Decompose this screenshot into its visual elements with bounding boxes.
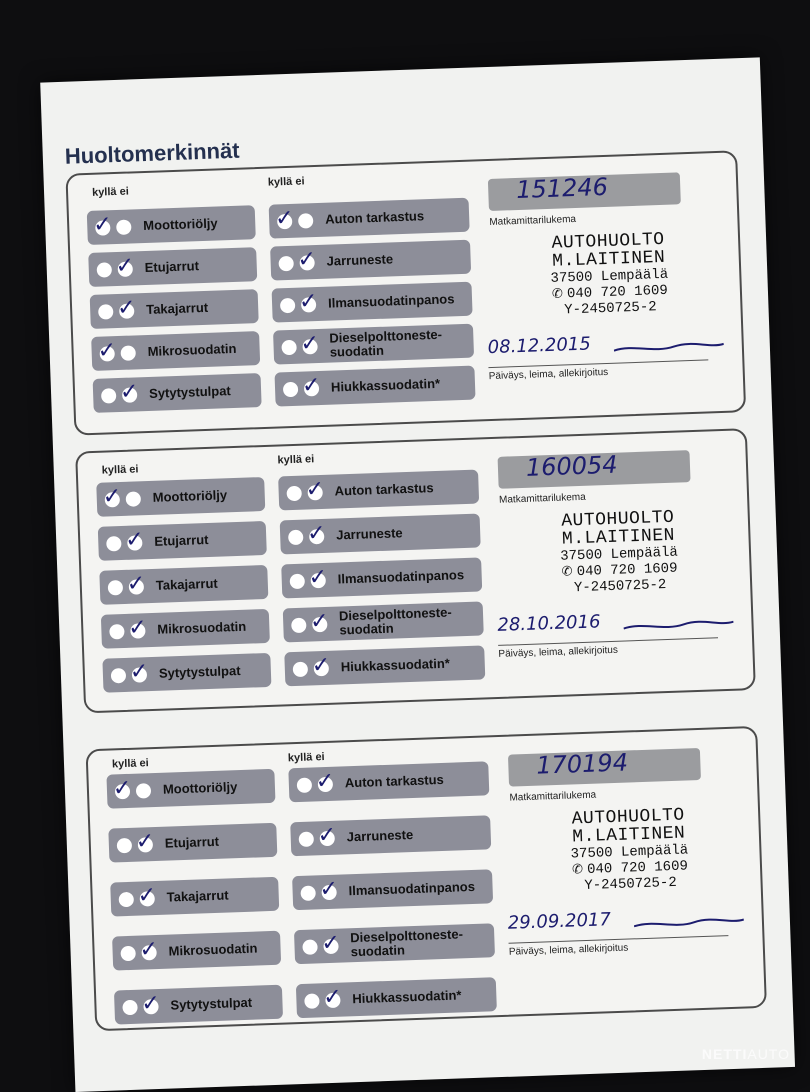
- signature-scribble: [634, 915, 744, 933]
- checkbox-no[interactable]: [139, 891, 155, 907]
- checkbox-yes[interactable]: [290, 573, 306, 589]
- checkbox-no[interactable]: [136, 783, 152, 799]
- checklist-item-left-5: [114, 985, 283, 1025]
- checkbox-yes[interactable]: [98, 304, 114, 320]
- stamp-postal: 37500 Lempäälä: [539, 841, 719, 863]
- odometer-value: 160054: [525, 451, 618, 482]
- checkbox-yes[interactable]: [299, 831, 315, 847]
- signature-scribble: [623, 617, 733, 635]
- checklist-item-label: Moottoriöljy: [163, 780, 238, 797]
- checkbox-no[interactable]: [143, 999, 159, 1015]
- checklist-item-label: Takajarrut: [166, 888, 228, 904]
- service-booklet-page: [40, 57, 795, 1092]
- checklist-item-label: Hiukkassuodatin*: [352, 988, 462, 1006]
- checkbox-yes[interactable]: [288, 529, 304, 545]
- column-header-right: kyllä ei: [277, 453, 314, 466]
- checkbox-no[interactable]: [116, 219, 132, 235]
- checkmark-icon: ✓: [141, 992, 160, 1015]
- checkbox-no[interactable]: [127, 535, 143, 551]
- checklist-item-left-5: [93, 373, 262, 413]
- checkmark-icon: ✓: [97, 340, 116, 363]
- workshop-stamp: [528, 508, 711, 598]
- checkbox-no[interactable]: [301, 297, 317, 313]
- odometer-box[interactable]: [488, 172, 681, 211]
- checklist-item-right-1: [288, 761, 489, 802]
- checkbox-no[interactable]: [304, 381, 320, 397]
- checklist-item-left-4: [101, 609, 270, 649]
- checklist-item-label: Dieselpolttoneste- suodatin: [329, 327, 443, 360]
- checkmark-icon: ✓: [307, 522, 326, 545]
- checklist-item-right-4: [283, 601, 484, 642]
- checkbox-yes[interactable]: [95, 220, 111, 236]
- checkbox-yes[interactable]: [291, 617, 307, 633]
- checkmark-icon: ✓: [113, 777, 132, 800]
- checkbox-yes[interactable]: [286, 485, 302, 501]
- checkbox-no[interactable]: [119, 303, 135, 319]
- stamp-name-line1: AUTOHUOLTO: [518, 230, 699, 254]
- checkmark-icon: ✓: [115, 255, 134, 278]
- checkmark-icon: ✓: [137, 885, 156, 908]
- workshop-stamp: [538, 805, 721, 895]
- checkbox-no[interactable]: [141, 945, 157, 961]
- checkbox-no[interactable]: [138, 837, 154, 853]
- checkmark-icon: ✓: [323, 986, 342, 1009]
- checkmark-icon: ✓: [297, 249, 316, 272]
- service-date: 28.10.2016: [497, 611, 601, 636]
- checkbox-yes[interactable]: [105, 492, 121, 508]
- checklist-item-right-3: [272, 282, 473, 323]
- checklist-item-left-3: [110, 877, 279, 917]
- checkmark-icon: ✓: [93, 214, 112, 237]
- checklist-item-right-1: [278, 470, 479, 511]
- checkbox-no[interactable]: [309, 528, 325, 544]
- checklist-item-right-1: [269, 198, 470, 239]
- checkmark-icon: ✓: [305, 478, 324, 501]
- checkbox-yes[interactable]: [119, 891, 135, 907]
- odometer-label: Matkamittarilukema: [489, 214, 576, 228]
- checkbox-no[interactable]: [129, 579, 145, 595]
- checkbox-no[interactable]: [307, 484, 323, 500]
- checkbox-no[interactable]: [122, 387, 138, 403]
- checklist-item-left-2: [88, 247, 257, 287]
- odometer-label: Matkamittarilukema: [509, 790, 596, 804]
- checklist-item-label: Auton tarkastus: [334, 481, 433, 499]
- checklist-item-left-4: [112, 931, 281, 971]
- checkbox-no[interactable]: [320, 830, 336, 846]
- checkmark-icon: ✓: [319, 878, 338, 901]
- checkmark-icon: ✓: [321, 932, 340, 955]
- checkmark-icon: ✓: [302, 374, 321, 397]
- checkbox-no[interactable]: [132, 667, 148, 683]
- checkbox-no[interactable]: [312, 616, 328, 632]
- checklist-item-right-3: [281, 557, 482, 598]
- checklist-item-right-3: [292, 869, 493, 910]
- checkmark-icon: ✓: [126, 573, 145, 596]
- checkmark-icon: ✓: [310, 610, 329, 633]
- checklist-item-right-5: [274, 366, 475, 407]
- checklist-item-right-4: [273, 324, 474, 365]
- watermark: [702, 1046, 790, 1062]
- column-header-left: kyllä ei: [112, 757, 149, 770]
- checklist-item-label: Moottoriöljy: [143, 216, 218, 233]
- stamp-phone: 040 720 1609: [587, 858, 688, 878]
- checkbox-no[interactable]: [318, 776, 334, 792]
- odometer-value: 170194: [536, 748, 629, 779]
- checkbox-yes[interactable]: [304, 993, 320, 1009]
- checklist-item-label: Mikrosuodatin: [147, 342, 236, 359]
- checklist-item-label: Moottoriöljy: [153, 488, 228, 505]
- checklist-item-left-5: [102, 653, 271, 693]
- service-entry-3: [86, 726, 767, 1031]
- checkmark-icon: ✓: [317, 824, 336, 847]
- stamp-name-line2: M.LAITINEN: [518, 248, 699, 272]
- checkbox-yes[interactable]: [106, 536, 122, 552]
- checkbox-no[interactable]: [130, 623, 146, 639]
- service-date: 08.12.2015: [487, 334, 591, 359]
- checkbox-yes[interactable]: [109, 623, 125, 639]
- checkbox-no[interactable]: [298, 213, 314, 229]
- checkbox-yes[interactable]: [278, 255, 294, 271]
- checklist-item-right-2: [280, 513, 481, 554]
- stamp-phone: 040 720 1609: [567, 283, 668, 303]
- stamp-name-line1: AUTOHUOLTO: [538, 805, 719, 829]
- odometer-box[interactable]: [498, 450, 691, 489]
- checkbox-no[interactable]: [321, 884, 337, 900]
- checkbox-no[interactable]: [323, 938, 339, 954]
- stamp-business-id: Y-2450725-2: [540, 873, 720, 895]
- checkbox-no[interactable]: [325, 992, 341, 1008]
- checklist-item-left-2: [108, 823, 277, 863]
- checkmark-icon: ✓: [139, 938, 158, 961]
- stamp-name-line1: AUTOHUOLTO: [528, 508, 709, 532]
- checklist-item-label: Hiukkassuodatin*: [341, 656, 451, 674]
- checkbox-yes[interactable]: [122, 999, 138, 1015]
- checklist-item-label: Hiukkassuodatin*: [331, 377, 441, 395]
- checklist-item-label: Takajarrut: [156, 577, 218, 593]
- checklist-item-label: Jarruneste: [336, 526, 403, 543]
- workshop-stamp: [518, 230, 701, 320]
- checkbox-yes[interactable]: [302, 939, 318, 955]
- checkbox-yes[interactable]: [293, 661, 309, 677]
- checkbox-yes[interactable]: [120, 945, 136, 961]
- checklist-item-right-2: [290, 815, 491, 856]
- checkbox-no[interactable]: [310, 572, 326, 588]
- checklist-item-label: Sytytystulpat: [170, 996, 252, 1013]
- checklist-item-label: Etujarrut: [165, 835, 220, 851]
- date-label: Päiväys, leima, allekirjoitus: [509, 943, 629, 958]
- checkmark-icon: ✓: [125, 529, 144, 552]
- checkbox-no[interactable]: [118, 261, 134, 277]
- checklist-item-label: Dieselpolttoneste- suodatin: [339, 605, 453, 638]
- stamp-business-id: Y-2450725-2: [530, 575, 710, 597]
- stamp-phone: 040 720 1609: [576, 561, 677, 581]
- checkbox-yes[interactable]: [297, 777, 313, 793]
- checkmark-icon: ✓: [315, 770, 334, 793]
- checkbox-yes[interactable]: [115, 783, 131, 799]
- checkmark-icon: ✓: [102, 485, 121, 508]
- checkmark-icon: ✓: [128, 617, 147, 640]
- checkmark-icon: ✓: [135, 831, 154, 854]
- phone-icon: ✆: [561, 564, 577, 580]
- stamp-postal: 37500 Lempäälä: [519, 266, 699, 288]
- service-entry-1: [65, 150, 746, 435]
- column-header-right: kyllä ei: [268, 175, 305, 188]
- date-label: Päiväys, leima, allekirjoitus: [498, 645, 618, 660]
- checkbox-yes[interactable]: [111, 667, 127, 683]
- checklist-item-left-2: [98, 521, 267, 561]
- odometer-box[interactable]: [508, 748, 701, 787]
- watermark-part2: AUTO: [747, 1046, 790, 1062]
- checklist-item-label: Takajarrut: [146, 301, 208, 317]
- checklist-item-label: Ilmansuodatinpanos: [348, 880, 475, 899]
- date-label: Päiväys, leima, allekirjoitus: [489, 367, 609, 382]
- checkbox-yes[interactable]: [99, 346, 115, 362]
- phone-icon: ✆: [572, 862, 588, 878]
- checkbox-yes[interactable]: [101, 388, 117, 404]
- checkbox-yes[interactable]: [108, 579, 124, 595]
- checklist-item-label: Dieselpolttoneste- suodatin: [350, 927, 464, 960]
- checklist-item-left-4: [91, 331, 260, 371]
- checklist-item-right-4: [294, 923, 495, 964]
- checklist-item-label: Jarruneste: [326, 252, 393, 269]
- checklist-item-label: Auton tarkastus: [325, 209, 424, 227]
- checklist-item-label: Ilmansuodatinpanos: [328, 292, 455, 311]
- stamp-business-id: Y-2450725-2: [520, 298, 700, 320]
- checklist-item-right-5: [284, 645, 485, 686]
- stamp-name-line2: M.LAITINEN: [539, 823, 720, 847]
- checklist-item-label: Etujarrut: [145, 259, 200, 275]
- checkbox-yes[interactable]: [280, 297, 296, 313]
- checkmark-icon: ✓: [300, 333, 319, 356]
- checklist-item-left-1: [87, 205, 256, 245]
- column-header-left: kyllä ei: [102, 463, 139, 476]
- checklist-item-label: Auton tarkastus: [345, 773, 444, 791]
- checkmark-icon: ✓: [129, 661, 148, 684]
- checklist-item-label: Sytytystulpat: [149, 384, 231, 401]
- checklist-item-label: Jarruneste: [346, 828, 413, 845]
- watermark-part1: NETTI: [702, 1046, 747, 1062]
- signature-scribble: [614, 339, 724, 357]
- checkbox-no[interactable]: [314, 660, 330, 676]
- checkmark-icon: ✓: [308, 566, 327, 589]
- checklist-item-left-1: [96, 477, 265, 517]
- service-entry-2: [75, 428, 756, 713]
- checkbox-yes[interactable]: [97, 262, 113, 278]
- checkmark-icon: ✓: [120, 381, 139, 404]
- checklist-item-label: Mikrosuodatin: [168, 941, 257, 958]
- checkmark-icon: ✓: [299, 291, 318, 314]
- checklist-item-right-5: [296, 977, 497, 1018]
- checkbox-yes[interactable]: [117, 837, 133, 853]
- odometer-label: Matkamittarilukema: [499, 492, 586, 506]
- checkbox-yes[interactable]: [277, 213, 293, 229]
- stamp-name-line2: M.LAITINEN: [528, 526, 709, 550]
- checkbox-yes[interactable]: [283, 381, 299, 397]
- checklist-item-left-1: [106, 769, 275, 809]
- checkmark-icon: ✓: [117, 297, 136, 320]
- checkbox-yes[interactable]: [300, 885, 316, 901]
- checklist-item-left-3: [90, 289, 259, 329]
- checklist-item-label: Sytytystulpat: [159, 664, 241, 681]
- checklist-item-right-2: [270, 240, 471, 281]
- checklist-item-left-3: [99, 565, 268, 605]
- page-title: Huoltomerkinnät: [64, 138, 240, 170]
- checkbox-yes[interactable]: [281, 339, 297, 355]
- service-date: 29.09.2017: [507, 909, 611, 934]
- checkbox-no[interactable]: [302, 339, 318, 355]
- checkmark-icon: ✓: [275, 207, 294, 230]
- column-header-right: kyllä ei: [288, 751, 325, 764]
- stamp-postal: 37500 Lempäälä: [529, 544, 709, 566]
- checkbox-no[interactable]: [126, 491, 142, 507]
- checkmark-icon: ✓: [311, 654, 330, 677]
- checklist-item-label: Mikrosuodatin: [157, 620, 246, 637]
- checklist-item-label: Ilmansuodatinpanos: [337, 568, 464, 587]
- checklist-item-label: Etujarrut: [154, 533, 209, 549]
- odometer-value: 151246: [516, 173, 609, 204]
- phone-icon: ✆: [552, 286, 568, 302]
- checkbox-no[interactable]: [120, 345, 136, 361]
- checkbox-no[interactable]: [299, 255, 315, 271]
- column-header-left: kyllä ei: [92, 186, 129, 199]
